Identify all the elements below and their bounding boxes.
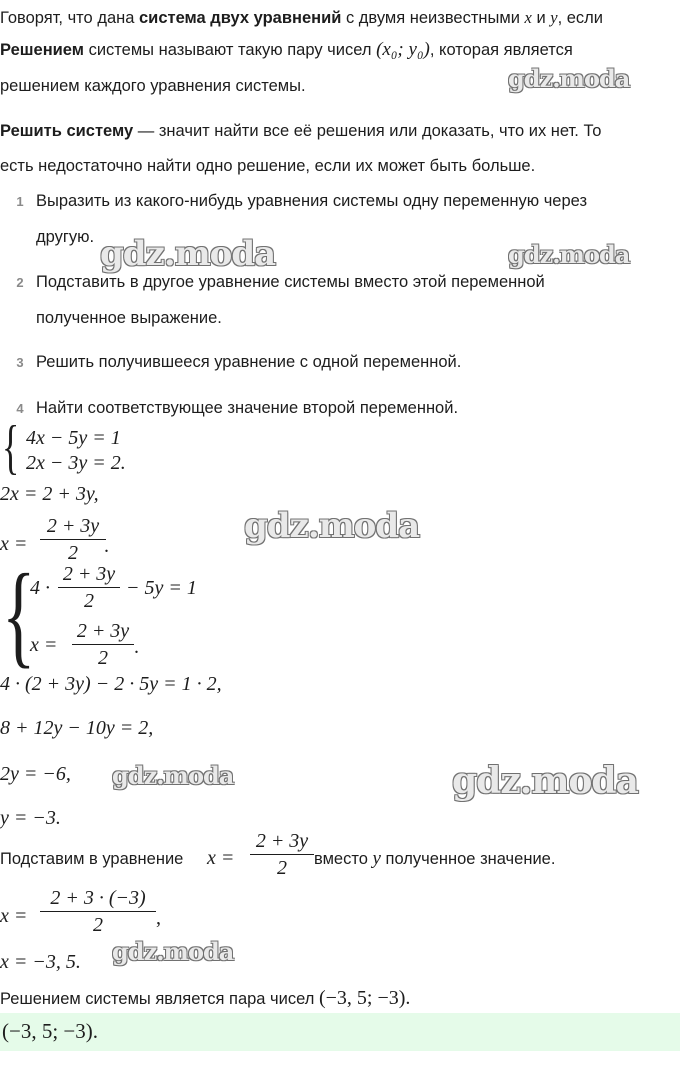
frac-denominator: 2 <box>93 914 103 936</box>
x-result: x = −3, 5. <box>0 951 81 973</box>
var-y: y <box>372 848 381 869</box>
step-2-text: Подставить в другое уравнение системы вместо этой переменной <box>36 273 545 291</box>
fraction <box>40 514 106 565</box>
frac-numerator: 2 + 3y <box>255 830 309 852</box>
fraction <box>250 829 314 880</box>
frac-bar <box>58 587 120 588</box>
text: полученное значение. <box>380 850 556 868</box>
frac-bar <box>250 854 314 855</box>
frac-denominator: 2 <box>277 857 287 879</box>
punct: , <box>156 907 161 929</box>
term-solution: Решением <box>0 41 84 59</box>
solve-line-2: есть недостаточно найти одно решение, если их может быть больше. <box>0 157 536 175</box>
term-system: система двух уравнений <box>139 9 342 27</box>
intro-line-2 <box>0 40 573 60</box>
eq-2y: 2y = −6, <box>0 763 71 785</box>
fraction <box>58 562 120 613</box>
system-1-eq-1: 4x − 5y = 1 <box>26 427 121 449</box>
frac-denominator: 2 <box>68 542 78 564</box>
frac-bar <box>40 539 106 540</box>
watermark-logo: gdz.moda <box>100 234 276 274</box>
sys2-eq2-left: x = <box>30 634 58 656</box>
text: вместо <box>314 850 373 868</box>
fraction <box>40 886 156 937</box>
system-1-eq-2: 2x − 3y = 2. <box>26 452 126 474</box>
watermark-logo: gdz.moda <box>508 240 630 269</box>
step-1-text: Выразить из какого-нибудь уравнения системы одну переменную через <box>36 192 588 210</box>
solution-pair: (−3, 5; −3). <box>318 987 411 1009</box>
step-number: 2 <box>16 275 24 290</box>
text: , если <box>557 9 604 27</box>
term-solve-system: Решить систему <box>0 122 134 140</box>
text: системы называют такую пару чисел <box>83 41 377 59</box>
watermark-logo: gdz.moda <box>508 64 630 93</box>
watermark-logo: gdz.moda <box>244 506 420 546</box>
sys2-eq1-right: − 5y = 1 <box>126 577 197 599</box>
eq-y-result: y = −3. <box>0 807 61 829</box>
frac-denominator: 2 <box>84 590 94 612</box>
fraction <box>72 619 134 670</box>
frac-numerator: 2 + 3 · (−3) <box>50 887 146 909</box>
eq-2x: 2x = 2 + 3y, <box>0 483 99 505</box>
watermark-logo: gdz.moda <box>112 761 234 790</box>
frac-numerator: 2 + 3y <box>76 620 130 642</box>
eq-expand: 4 · (2 + 3y) − 2 · 5y = 1 · 2, <box>0 673 222 695</box>
solve-line-1 <box>0 121 601 141</box>
text: с двумя неизвестными <box>341 9 525 27</box>
punct: . <box>104 535 109 557</box>
sys2-eq1-left: 4 · <box>30 577 50 599</box>
intro-line-3: решением каждого уравнения системы. <box>0 77 306 95</box>
frac-bar <box>72 644 134 645</box>
eq-simplify: 8 + 12y − 10y = 2, <box>0 717 154 739</box>
text: Решением системы является пара чисел <box>0 990 319 1008</box>
subst-x-lhs: x = <box>207 847 235 869</box>
step-number: 1 <box>16 194 24 209</box>
pair-x0-y0: (x₀; y₀) <box>376 39 430 60</box>
text: — значит найти все её решения или доказать, что их нет. То <box>133 122 602 140</box>
text: , которая является <box>429 41 573 59</box>
subst-text-2 <box>314 849 555 869</box>
conclusion <box>0 988 410 1009</box>
punct: . <box>134 636 139 658</box>
step-number: 3 <box>16 355 24 370</box>
frac-bar <box>40 911 156 912</box>
watermark-logo: gdz.moda <box>452 760 638 802</box>
x-lhs: x = <box>0 905 28 927</box>
intro-line-1 <box>0 8 603 28</box>
var-y: y <box>550 8 558 27</box>
answer-box <box>0 1013 680 1051</box>
step-1-text-cont: другую. <box>36 228 95 246</box>
answer-value: (−3, 5; −3). <box>2 1019 99 1043</box>
subst-text: Подставим в уравнение <box>0 850 184 868</box>
x-lhs: x = <box>0 533 28 555</box>
step-number: 4 <box>16 401 24 416</box>
system-brace: { <box>2 414 20 480</box>
system-brace: { <box>2 551 36 679</box>
text: Говорят, что дана <box>0 9 139 27</box>
watermark-logo: gdz.moda <box>112 937 234 966</box>
frac-denominator: 2 <box>98 647 108 669</box>
frac-numerator: 2 + 3y <box>62 563 116 585</box>
step-4-text: Найти соответствующее значение второй переменной. <box>36 399 459 417</box>
var-x: x <box>524 8 532 27</box>
step-2-text-cont: полученное выражение. <box>36 309 222 327</box>
text: и <box>531 9 551 27</box>
frac-numerator: 2 + 3y <box>46 515 100 537</box>
step-3-text: Решить получившееся уравнение с одной переменной. <box>36 353 462 371</box>
